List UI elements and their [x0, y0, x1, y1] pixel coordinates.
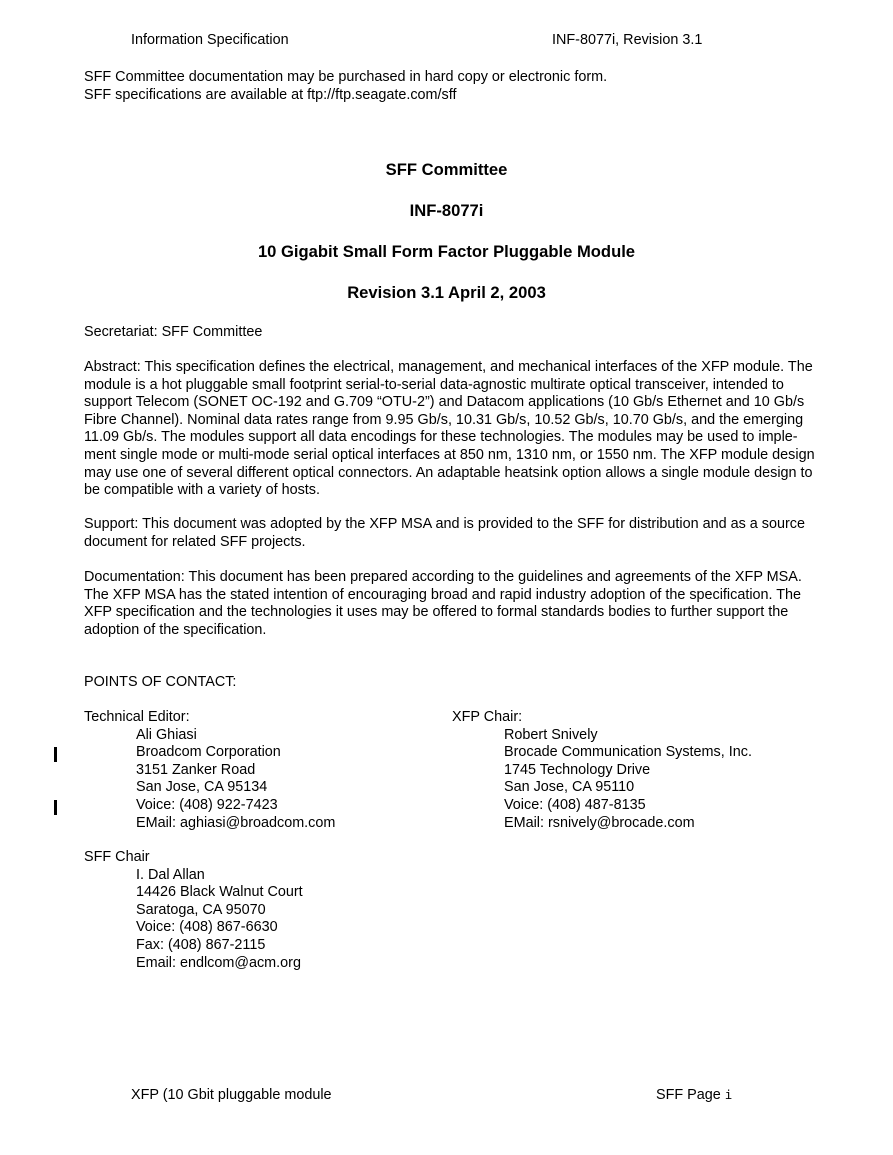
contact-name: Ali Ghiasi [136, 726, 197, 743]
availability-line: SFF Committee documentation may be purchased in hard copy or electronic form. [84, 69, 608, 85]
contact-name: I. Dal Allan [136, 866, 205, 883]
contacts-heading: POINTS OF CONTACT: [84, 674, 237, 690]
contact-voice: Voice: (408) 867-6630 [136, 919, 278, 936]
documentation-line: XFP specification and the technologies it uses may be offered to formal standards bodies to further support the [84, 604, 789, 621]
contact-voice: Voice: (408) 922-7423 [136, 796, 278, 813]
contact-city: Saratoga, CA 95070 [136, 901, 266, 918]
support-line: document for related SFF projects. [84, 533, 306, 550]
contact-street: 3151 Zanker Road [136, 761, 256, 778]
abstract-line: module is a hot pluggable small footprint serial-to-serial data-agnostic multirate optical transceiver, intended to [84, 376, 784, 393]
contact-voice: Voice: (408) 487-8135 [504, 796, 646, 813]
sff-chair-contact [84, 849, 303, 972]
abstract-line: support Telecom (SONET OC-192 and G.709 “OTU-2”) and Datacom applications (10 Gb/s Ethernet and 10 Gb/s [84, 394, 805, 411]
abstract-line: 11.09 Gb/s. The modules support all data encodings for these technologies. The modules may be used to imple- [84, 429, 798, 446]
xfp-chair-contact [452, 709, 752, 832]
contact-city: San Jose, CA 95110 [504, 779, 635, 796]
change-bar [54, 800, 57, 815]
footer-left: XFP (10 Gbit pluggable module [131, 1087, 332, 1103]
abstract-line: may use one of several different optical connectors. An adaptable heatsink option allows a single module design to [84, 464, 813, 481]
committee-title: SFF Committee [385, 160, 508, 179]
abstract-line: Abstract: This specification defines the electrical, management, and mechanical interfaces of the XFP module. The [84, 359, 813, 375]
documentation-line: adoption of the specification. [84, 621, 267, 638]
document-title: 10 Gigabit Small Form Factor Pluggable Module [257, 242, 636, 261]
header-right: INF-8077i, Revision 3.1 [552, 32, 703, 48]
contact-street: 14426 Black Walnut Court [136, 884, 303, 901]
contact-city: San Jose, CA 95134 [136, 779, 268, 796]
support-paragraph [84, 516, 819, 551]
technical-editor-role: Technical Editor: [84, 709, 190, 725]
header-left: Information Specification [131, 32, 289, 48]
availability-line: SFF specifications are available at ftp://ftp.seagate.com/sff [84, 86, 457, 103]
footer-page [656, 1087, 732, 1103]
sff-chair-role: SFF Chair [84, 849, 150, 865]
change-bar [54, 747, 57, 762]
support-line: Support: This document was adopted by the XFP MSA and is provided to the SFF for distribution and as a source [84, 516, 805, 532]
contact-company: Broadcom Corporation [136, 744, 281, 761]
technical-editor-contact [84, 709, 335, 832]
abstract-line: Fibre Channel). Nominal data rates range from 9.95 Gb/s, 10.31 Gb/s, 10.52 Gb/s, 10.70 Gb/s, and the emerging [84, 411, 804, 428]
abstract-line: be compatible with a variety of hosts. [84, 482, 320, 499]
documentation-paragraph [84, 569, 819, 639]
availability-block [84, 69, 607, 104]
contact-email: EMail: rsnively@brocade.com [504, 814, 695, 831]
contact-street: 1745 Technology Drive [504, 761, 651, 778]
documentation-line: Documentation: This document has been prepared according to the guidelines and agreements of the XFP MSA. [84, 569, 802, 585]
contact-company: Brocade Communication Systems, Inc. [504, 744, 752, 761]
abstract-line: ment single mode or multi-mode serial optical interfaces at 850 nm, 1310 nm, or 1550 nm. The XFP module design [84, 446, 815, 463]
secretariat: Secretariat: SFF Committee [84, 324, 263, 340]
contact-email: EMail: aghiasi@broadcom.com [136, 814, 336, 831]
revision-line: Revision 3.1 April 2, 2003 [347, 283, 546, 302]
footer-page-label: SFF Page [656, 1087, 721, 1103]
document-id: INF-8077i [409, 201, 484, 220]
abstract-paragraph [84, 359, 819, 500]
contact-email: Email: endlcom@acm.org [136, 954, 301, 971]
footer-page-number: i [724, 1087, 733, 1102]
documentation-line: The XFP MSA has the stated intention of encouraging broad and rapid industry adoption of the specification. The [84, 586, 802, 603]
contact-fax: Fax: (408) 867-2115 [136, 936, 266, 953]
contact-name: Robert Snively [504, 726, 598, 743]
xfp-chair-role: XFP Chair: [452, 709, 523, 725]
